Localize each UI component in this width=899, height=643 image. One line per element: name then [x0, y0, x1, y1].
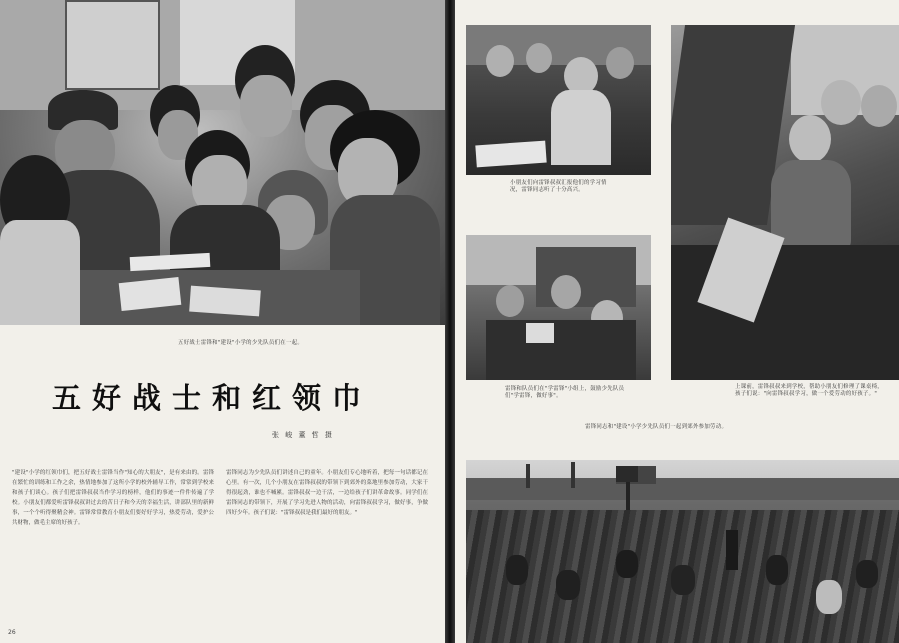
- caption-field-work: 雷锋同志和"建设"小学少先队员们一起到郊外参加劳动。: [585, 424, 728, 430]
- photo-boys-climbing: [671, 25, 899, 380]
- caption-boys-climbing: 上课前，雷锋叔叔来到学校，帮助小朋友们修理了课桌椅，孩子们说："向雷锋叔叔学习，做一个爱劳动的好孩子。": [735, 384, 883, 397]
- body-text-right-column: 雷锋同志为少先队员们讲述自己的童年。小朋友们专心地听着，把每一句话都记在心里。有一次，几个小朋友在雷锋叔叔的带领下到郊外的菜地里参加劳动，大家干得很起劲，谁也不喊累。雷锋叔叔一边干活，一边给孩子们讲革命故事。同学们在雷锋同志的带领下，开展了学习先进人物的活动，向雷锋叔叔学习，做好事，争做四好少年。孩子们说："雷锋叔叔是我们最好的朋友。": [226, 470, 428, 516]
- page-number: 26: [8, 629, 16, 636]
- main-photo-caption: 五好战士雷锋和"建设"小学的少先队员们在一起。: [178, 340, 304, 346]
- caption-classroom: 小朋友们向雷锋叔叔汇报他们的学习情况，雷锋同志听了十分高兴。: [510, 180, 607, 193]
- body-text-left-column: "建设"小学的红领巾们，把五好战士雷锋当作"知心的大朋友"，是有来由的。雷锋在繁忙的训练和工作之余，热情地参加了这所小学的校外辅导工作，常常到学校来和孩子们谈心。孩子们把雷锋叔叔当作学习的榜样，他们的事迹一件件传遍了学校。小朋友们都爱听雷锋叔叔讲过去的苦日子和今天的幸福生活，讲部队里的新鲜事，一个个听得聚精会神。雷锋常常教育小朋友们要好好学习，热爱劳动，爱护公共财物，做毛主席的好孩子。: [12, 470, 214, 526]
- photo-soldier-with-children: [0, 0, 445, 325]
- left-page: [0, 0, 445, 643]
- right-page: [455, 0, 899, 643]
- book-gutter: [445, 0, 455, 643]
- byline: 张 峻 董 哲 摄: [272, 431, 334, 439]
- photo-classroom: [466, 25, 651, 175]
- article-title: 五好战士和红领巾: [52, 381, 373, 415]
- photo-group-activity: [466, 235, 651, 380]
- caption-group-activity: 雷锋和队员们在"学雷锋"小组上，鼓励少先队员们"学雷锋，做好事"。: [505, 386, 625, 399]
- photo-field-work: [466, 460, 899, 643]
